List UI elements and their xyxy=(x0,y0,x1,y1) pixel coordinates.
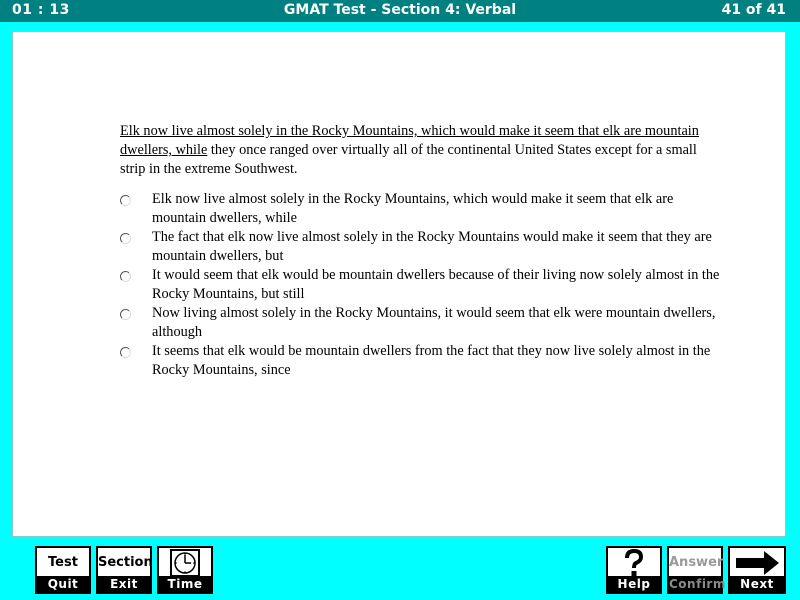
section-exit-label-bottom: Exit xyxy=(98,576,150,592)
help-label: Help xyxy=(608,576,660,592)
time-button[interactable] xyxy=(157,546,213,594)
answer-choice-b[interactable] xyxy=(120,228,720,266)
answer-choice-text[interactable]: Now living almost solely in the Rocky Mountains, it would seem that elk were mountain dwellers, although xyxy=(152,305,716,340)
question-remaining-text: they once ranged over virtually all of the continental United States except for a small strip in the extreme Southwest. xyxy=(120,142,697,177)
answer-confirm-label-bottom: Confirm xyxy=(669,577,726,591)
timer: 01 : 13 xyxy=(12,2,70,18)
test-quit-label-bottom: Quit xyxy=(37,576,89,592)
answer-choice-d[interactable] xyxy=(120,304,720,342)
answer-choice-a[interactable] xyxy=(120,190,720,228)
page-title: GMAT Test - Section 4: Verbal xyxy=(283,2,517,18)
question-underlined-text: Elk now live almost solely in the Rocky Mountains, which would make it seem that elk are mountain dwellers, while xyxy=(120,123,699,158)
answer-choice-c[interactable] xyxy=(120,266,720,304)
radio-button-c[interactable] xyxy=(120,271,131,282)
answer-confirm-label-top: Answer xyxy=(669,555,724,570)
question-text xyxy=(120,122,725,179)
question-mark-icon xyxy=(608,548,660,578)
answer-choice-text[interactable]: It would seem that elk would be mountain dwellers because of their living now solely almost in the Rocky Mountains, but still xyxy=(152,267,720,302)
right-arrow-icon xyxy=(730,548,784,578)
time-label: Time xyxy=(159,576,211,592)
question-counter: 41 of 41 xyxy=(721,2,786,18)
test-quit-button[interactable] xyxy=(35,546,91,594)
radio-button-e[interactable] xyxy=(120,347,131,358)
question-panel xyxy=(12,31,786,537)
answer-choice-e[interactable] xyxy=(120,342,720,380)
next-label: Next xyxy=(730,576,784,592)
radio-button-a[interactable] xyxy=(120,195,131,206)
section-exit-label-top: Section xyxy=(98,555,153,570)
next-button[interactable] xyxy=(728,546,786,594)
radio-button-d[interactable] xyxy=(120,309,131,320)
help-button[interactable] xyxy=(606,546,662,594)
section-exit-button[interactable] xyxy=(96,546,152,594)
title-bar xyxy=(0,0,800,22)
clock-icon xyxy=(159,548,211,578)
test-quit-label-top: Test xyxy=(48,555,78,570)
radio-button-b[interactable] xyxy=(120,233,131,244)
answer-choices xyxy=(120,190,720,380)
answer-choice-text[interactable]: Elk now live almost solely in the Rocky Mountains, which would make it seem that elk are mountain dwellers, while xyxy=(152,191,674,226)
answer-choice-text[interactable]: It seems that elk would be mountain dwellers from the fact that they now live solely almost in the Rocky Mountains, since xyxy=(152,343,711,378)
answer-choice-text[interactable]: The fact that elk now live almost solely in the Rocky Mountains would make it seem that they are mountain dwellers, but xyxy=(152,229,712,264)
answer-confirm-button[interactable] xyxy=(667,546,726,594)
